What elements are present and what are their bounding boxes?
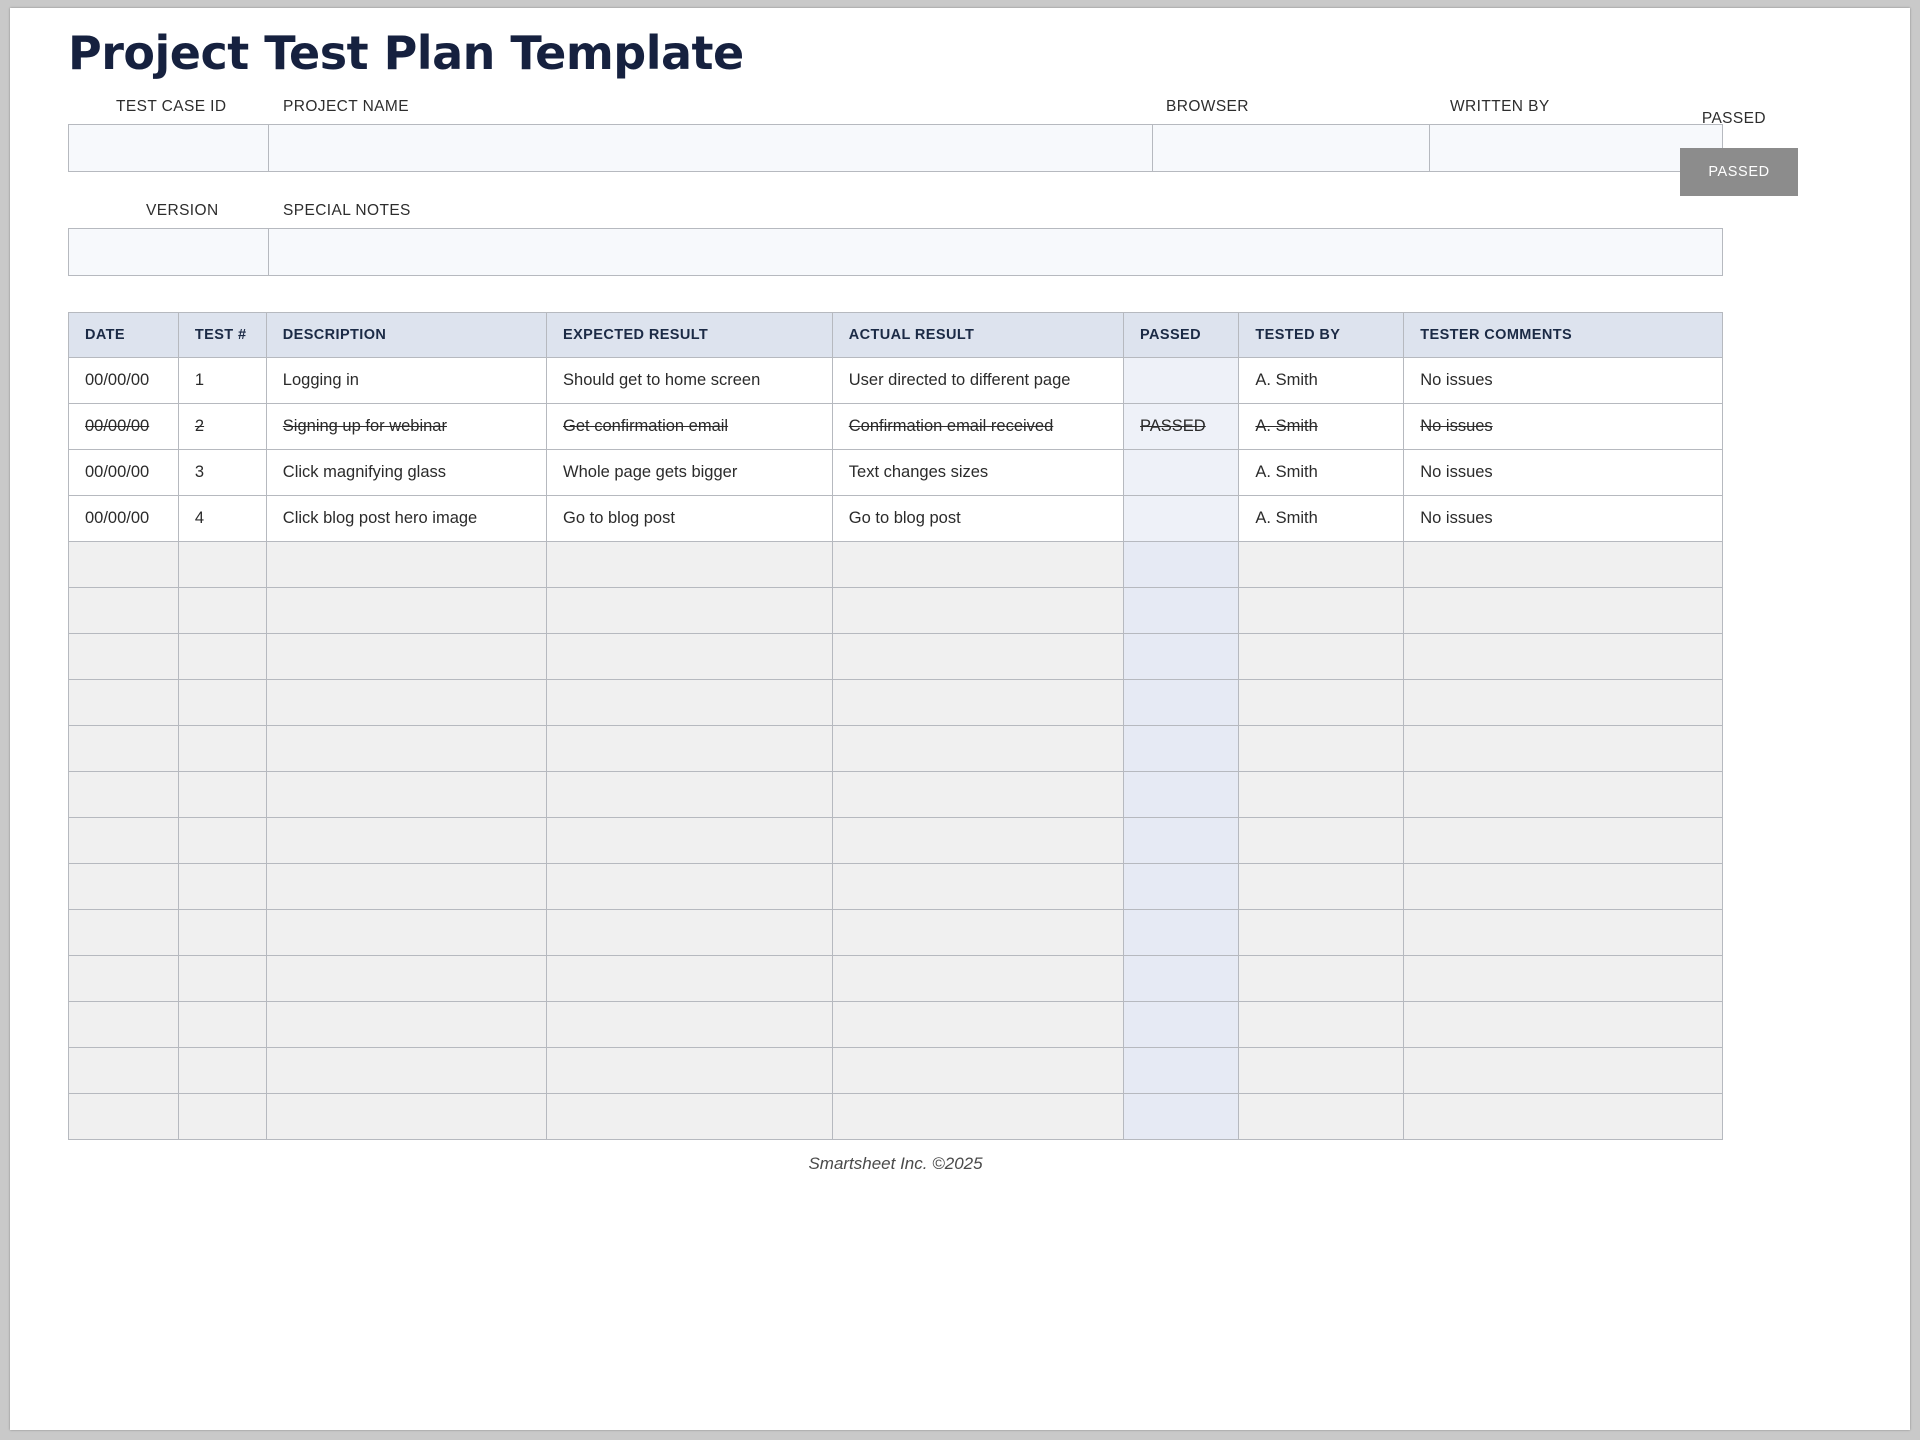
table-cell-empty[interactable] xyxy=(178,1002,266,1048)
table-cell[interactable]: 2 xyxy=(178,404,266,450)
table-cell-empty[interactable] xyxy=(1404,588,1723,634)
table-body xyxy=(69,358,1723,1140)
table-cell-empty[interactable] xyxy=(69,772,179,818)
table-cell-empty[interactable] xyxy=(1124,772,1239,818)
label-written-by: WRITTEN BY xyxy=(1450,98,1550,115)
table-cell[interactable]: No issues xyxy=(1404,496,1723,542)
input-version[interactable] xyxy=(69,229,269,275)
table-cell-empty[interactable] xyxy=(832,588,1123,634)
page-title: Project Test Plan Template xyxy=(68,26,744,80)
table-cell-empty[interactable] xyxy=(69,1002,179,1048)
table-cell-empty[interactable] xyxy=(1404,1002,1723,1048)
label-browser: BROWSER xyxy=(1166,98,1249,115)
table-row-empty xyxy=(69,680,1723,726)
table-cell[interactable]: Should get to home screen xyxy=(547,358,833,404)
table-cell-empty[interactable] xyxy=(547,680,833,726)
table-cell-empty[interactable] xyxy=(69,726,179,772)
table-cell-empty[interactable] xyxy=(832,726,1123,772)
table-cell-empty[interactable] xyxy=(832,1048,1123,1094)
table-cell-empty[interactable] xyxy=(178,680,266,726)
table-cell-empty[interactable] xyxy=(1239,1094,1404,1140)
table-cell[interactable]: Whole page gets bigger xyxy=(547,450,833,496)
column-header-actual-result[interactable]: ACTUAL RESULT xyxy=(832,313,1123,358)
table-row-empty xyxy=(69,1094,1723,1140)
document-body xyxy=(68,26,1798,1174)
table-cell-empty[interactable] xyxy=(1239,542,1404,588)
table-cell-empty[interactable] xyxy=(547,1094,833,1140)
column-header-date[interactable]: DATE xyxy=(69,313,179,358)
table-cell-empty[interactable] xyxy=(1239,726,1404,772)
table-cell-empty[interactable] xyxy=(178,726,266,772)
table-cell[interactable]: Click magnifying glass xyxy=(266,450,546,496)
table-cell-empty[interactable] xyxy=(69,634,179,680)
input-browser[interactable] xyxy=(1153,125,1431,171)
table-cell-empty[interactable] xyxy=(1239,680,1404,726)
table-row-empty xyxy=(69,772,1723,818)
table-cell-empty[interactable] xyxy=(266,634,546,680)
table-cell[interactable]: 3 xyxy=(178,450,266,496)
table-cell-empty[interactable] xyxy=(69,542,179,588)
table-cell-empty[interactable] xyxy=(69,864,179,910)
table-row-empty xyxy=(69,864,1723,910)
table-cell-empty[interactable] xyxy=(1239,910,1404,956)
table-cell-empty[interactable] xyxy=(266,772,546,818)
table-cell-empty[interactable] xyxy=(266,588,546,634)
header-labels-row-2 xyxy=(68,202,1798,228)
table-cell-empty[interactable] xyxy=(1404,680,1723,726)
table-row-empty xyxy=(69,588,1723,634)
table-cell-empty[interactable] xyxy=(266,910,546,956)
table-cell-empty[interactable] xyxy=(832,1094,1123,1140)
table-cell-empty[interactable] xyxy=(1404,910,1723,956)
table-row-empty xyxy=(69,634,1723,680)
table-cell[interactable]: Logging in xyxy=(266,358,546,404)
table-cell-empty[interactable] xyxy=(178,864,266,910)
table-cell-empty[interactable] xyxy=(178,910,266,956)
document-page xyxy=(10,8,1910,1430)
table-cell[interactable]: A. Smith xyxy=(1239,450,1404,496)
table-cell-empty[interactable] xyxy=(178,956,266,1002)
table-cell-empty[interactable] xyxy=(1404,864,1723,910)
table-row xyxy=(69,496,1723,542)
table-cell[interactable] xyxy=(1124,496,1239,542)
table-cell[interactable]: A. Smith xyxy=(1239,496,1404,542)
label-test-case-id: TEST CASE ID xyxy=(116,98,227,115)
status-badge-passed[interactable]: PASSED xyxy=(1680,148,1798,196)
input-special-notes[interactable] xyxy=(269,229,1722,275)
table-cell-empty[interactable] xyxy=(1124,1048,1239,1094)
table-cell-empty[interactable] xyxy=(547,726,833,772)
table-cell-empty[interactable] xyxy=(1404,726,1723,772)
table-cell-empty[interactable] xyxy=(832,680,1123,726)
table-cell-empty[interactable] xyxy=(832,956,1123,1002)
table-cell[interactable]: A. Smith xyxy=(1239,404,1404,450)
table-cell[interactable]: Text changes sizes xyxy=(832,450,1123,496)
table-cell-empty[interactable] xyxy=(1124,1002,1239,1048)
table-cell[interactable]: 00/00/00 xyxy=(69,450,179,496)
table-cell[interactable]: No issues xyxy=(1404,450,1723,496)
table-cell-empty[interactable] xyxy=(69,1048,179,1094)
table-cell-empty[interactable] xyxy=(832,542,1123,588)
table-cell-empty[interactable] xyxy=(547,1002,833,1048)
table-cell-empty[interactable] xyxy=(178,542,266,588)
table-cell[interactable]: 1 xyxy=(178,358,266,404)
column-header-tester-comments[interactable]: TESTER COMMENTS xyxy=(1404,313,1723,358)
table-cell-empty[interactable] xyxy=(1239,956,1404,1002)
table-cell-empty[interactable] xyxy=(178,772,266,818)
table-cell-empty[interactable] xyxy=(1124,1094,1239,1140)
table-cell-empty[interactable] xyxy=(69,680,179,726)
table-row-empty xyxy=(69,1002,1723,1048)
header-labels-row-1 xyxy=(68,98,1798,124)
table-cell-empty[interactable] xyxy=(69,1094,179,1140)
table-cell[interactable]: PASSED xyxy=(1124,404,1239,450)
column-header-test-number[interactable]: TEST # xyxy=(178,313,266,358)
table-cell-empty[interactable] xyxy=(1124,588,1239,634)
table-cell-empty[interactable] xyxy=(1404,818,1723,864)
table-row xyxy=(69,404,1723,450)
table-row-empty xyxy=(69,956,1723,1002)
table-cell[interactable] xyxy=(1124,358,1239,404)
header-fields-row-1 xyxy=(68,124,1723,172)
table-cell-empty[interactable] xyxy=(69,956,179,1002)
table-cell-empty[interactable] xyxy=(1404,772,1723,818)
input-project-name[interactable] xyxy=(269,125,1153,171)
table-cell-empty[interactable] xyxy=(1124,726,1239,772)
table-cell-empty[interactable] xyxy=(69,588,179,634)
table-cell[interactable]: User directed to different page xyxy=(832,358,1123,404)
table-cell-empty[interactable] xyxy=(1404,542,1723,588)
table-cell-empty[interactable] xyxy=(178,818,266,864)
table-cell-empty[interactable] xyxy=(178,1094,266,1140)
table-cell-empty[interactable] xyxy=(266,726,546,772)
table-cell[interactable]: 00/00/00 xyxy=(69,496,179,542)
table-cell-empty[interactable] xyxy=(1124,864,1239,910)
table-cell[interactable]: Go to blog post xyxy=(832,496,1123,542)
table-row-empty xyxy=(69,726,1723,772)
table-cell[interactable]: A. Smith xyxy=(1239,358,1404,404)
table-cell-empty[interactable] xyxy=(1239,1002,1404,1048)
table-cell-empty[interactable] xyxy=(1124,680,1239,726)
table-cell-empty[interactable] xyxy=(832,910,1123,956)
table-cell-empty[interactable] xyxy=(832,864,1123,910)
column-header-expected-result[interactable]: EXPECTED RESULT xyxy=(547,313,833,358)
table-cell-empty[interactable] xyxy=(547,956,833,1002)
table-cell-empty[interactable] xyxy=(1124,542,1239,588)
table-cell-empty[interactable] xyxy=(266,1048,546,1094)
table-cell-empty[interactable] xyxy=(1404,1048,1723,1094)
table-cell-empty[interactable] xyxy=(547,1048,833,1094)
table-cell-empty[interactable] xyxy=(178,588,266,634)
table-cell-empty[interactable] xyxy=(69,818,179,864)
input-written-by[interactable] xyxy=(1430,125,1722,171)
table-cell-empty[interactable] xyxy=(1404,1094,1723,1140)
table-cell-empty[interactable] xyxy=(547,818,833,864)
table-cell-empty[interactable] xyxy=(266,1094,546,1140)
table-cell-empty[interactable] xyxy=(832,818,1123,864)
label-special-notes: SPECIAL NOTES xyxy=(283,202,411,219)
table-cell-empty[interactable] xyxy=(1239,772,1404,818)
table-cell-empty[interactable] xyxy=(832,1002,1123,1048)
table-row-empty xyxy=(69,1048,1723,1094)
table-cell-empty[interactable] xyxy=(266,818,546,864)
table-cell-empty[interactable] xyxy=(547,542,833,588)
label-passed-header: PASSED xyxy=(1701,110,1766,127)
column-header-tested-by[interactable]: TESTED BY xyxy=(1239,313,1404,358)
table-cell-empty[interactable] xyxy=(266,956,546,1002)
table-cell-empty[interactable] xyxy=(832,634,1123,680)
test-plan-table xyxy=(68,312,1723,1140)
table-row-empty xyxy=(69,818,1723,864)
table-cell[interactable]: Click blog post hero image xyxy=(266,496,546,542)
table-row xyxy=(69,358,1723,404)
table-cell-empty[interactable] xyxy=(1124,818,1239,864)
table-cell[interactable]: No issues xyxy=(1404,404,1723,450)
column-header-description[interactable]: DESCRIPTION xyxy=(266,313,546,358)
table-cell-empty[interactable] xyxy=(1124,956,1239,1002)
table-cell-empty[interactable] xyxy=(1239,588,1404,634)
table-cell[interactable]: 4 xyxy=(178,496,266,542)
label-version: VERSION xyxy=(146,202,219,219)
table-cell[interactable] xyxy=(1124,450,1239,496)
table-cell-empty[interactable] xyxy=(266,864,546,910)
table-cell-empty[interactable] xyxy=(1404,956,1723,1002)
table-cell-empty[interactable] xyxy=(1239,1048,1404,1094)
table-cell-empty[interactable] xyxy=(69,910,179,956)
table-header-row xyxy=(69,313,1723,358)
table-cell[interactable]: Go to blog post xyxy=(547,496,833,542)
table-cell-empty[interactable] xyxy=(1239,818,1404,864)
table-cell-empty[interactable] xyxy=(1239,864,1404,910)
table-cell-empty[interactable] xyxy=(547,772,833,818)
table-cell[interactable]: 00/00/00 xyxy=(69,404,179,450)
table-cell[interactable]: Signing up for webinar xyxy=(266,404,546,450)
table-cell[interactable]: Confirmation email received xyxy=(832,404,1123,450)
table-row-empty xyxy=(69,542,1723,588)
table-row-empty xyxy=(69,910,1723,956)
table-cell-empty[interactable] xyxy=(1239,634,1404,680)
table-cell-empty[interactable] xyxy=(266,542,546,588)
input-test-case-id[interactable] xyxy=(69,125,269,171)
header-fields-row-2 xyxy=(68,228,1723,276)
table-cell-empty[interactable] xyxy=(266,1002,546,1048)
table-cell-empty[interactable] xyxy=(547,634,833,680)
table-cell-empty[interactable] xyxy=(832,772,1123,818)
table-cell-empty[interactable] xyxy=(547,910,833,956)
footer-copyright: Smartsheet Inc. ©2025 xyxy=(808,1154,983,1173)
label-project-name: PROJECT NAME xyxy=(283,98,409,115)
table-cell-empty[interactable] xyxy=(266,680,546,726)
column-header-passed[interactable]: PASSED xyxy=(1124,313,1239,358)
table-cell-empty[interactable] xyxy=(547,864,833,910)
table-cell[interactable]: 00/00/00 xyxy=(69,358,179,404)
table-row xyxy=(69,450,1723,496)
table-cell-empty[interactable] xyxy=(1124,910,1239,956)
table-cell[interactable]: No issues xyxy=(1404,358,1723,404)
table-cell[interactable]: Get confirmation email xyxy=(547,404,833,450)
table-cell-empty[interactable] xyxy=(178,634,266,680)
table-cell-empty[interactable] xyxy=(178,1048,266,1094)
table-cell-empty[interactable] xyxy=(1404,634,1723,680)
table-cell-empty[interactable] xyxy=(1124,634,1239,680)
table-cell-empty[interactable] xyxy=(547,588,833,634)
